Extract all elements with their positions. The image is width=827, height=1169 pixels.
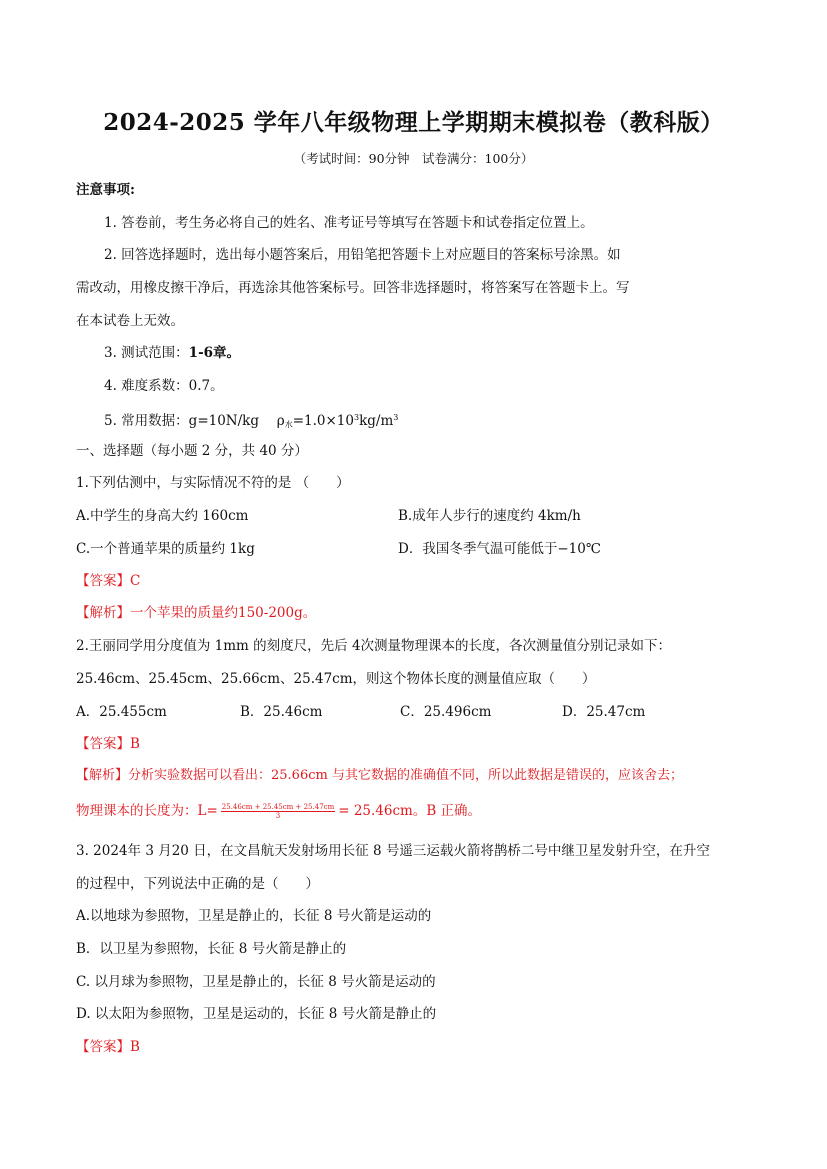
test-scope: 1-6章。	[188, 345, 241, 361]
q1-option-c: C.一个普通苹果的质量约 1kg	[76, 541, 255, 557]
exam-info: （考试时间：90分钟 试卷满分：100分）	[293, 151, 534, 166]
constants-label: 5. 常用数据：g=10N/kg ρ	[104, 413, 285, 429]
q1-option-a: A.中学生的身高大约 160cm	[76, 508, 249, 524]
section-heading: 一、选择题（每小题 2 分，共 40 分）	[76, 443, 308, 459]
note-item-3	[104, 344, 240, 362]
q2-answer: 【答案】B	[76, 736, 140, 752]
q2-option-a: A．25.455cm	[76, 704, 167, 720]
q3-option-b: B．以卫星为参照物，长征 8 号火箭是静止的	[76, 941, 347, 957]
note-item-5	[104, 409, 398, 434]
note-item-3-label: 3. 测试范围：	[104, 345, 189, 361]
formula-label: 物理课本的长度为：L=	[76, 803, 218, 819]
note-item-2-end: 在本试卷上无效。	[76, 313, 184, 329]
question-3-stem: 3. 2024年 3 月20 日，在文昌航天发射场用长征 8 号遥三运载火箭将鹊桥二号中继卫星发射升空，在升空	[76, 843, 710, 859]
unit-exponent: 3	[393, 413, 399, 422]
fraction-numerator: 25.46cm + 25.45cm + 25.47cm	[221, 803, 335, 811]
formula-result: = 25.46cm。B 正确。	[338, 803, 482, 819]
note-item-1: 1. 答卷前，考生务必将自己的姓名、准考证号等填写在答题卡和试卷指定位置上。	[104, 215, 594, 231]
fraction-denominator: 3	[275, 812, 281, 820]
question-3-stem-cont: 的过程中，下列说法中正确的是（ ）	[76, 876, 319, 892]
density-value: =1.0×10	[292, 413, 354, 429]
q3-option-d: D. 以太阳为参照物，卫星是运动的，长征 8 号火箭是静止的	[76, 1006, 437, 1022]
page-title: 2024-2025 学年八年级物理上学期期末模拟卷（教科版）	[103, 109, 724, 136]
q3-option-c: C. 以月球为参照物，卫星是静止的，长征 8 号火箭是运动的	[76, 974, 436, 990]
q1-option-d: D．我国冬季气温可能低于−10℃	[398, 541, 601, 557]
q1-option-b: B.成年人步行的速度约 4km/h	[398, 508, 581, 524]
note-item-2: 2. 回答选择题时，选出每小题答案后，用铅笔把答题卡上对应题目的答案标号涂黑。如	[104, 247, 621, 263]
exponent: 3	[354, 413, 360, 422]
note-item-4: 4. 难度系数：0.7。	[104, 378, 224, 394]
q2-option-d: D．25.47cm	[562, 704, 646, 720]
question-2-stem-cont: 25.46cm、25.45cm、25.66cm、25.47cm，则这个物体长度的测量值应取（ ）	[76, 671, 596, 687]
q1-answer: 【答案】C	[76, 573, 141, 589]
q3-option-a: A.以地球为参照物，卫星是静止的，长征 8 号火箭是运动的	[76, 908, 432, 924]
notes-heading: 注意事项:	[76, 182, 135, 198]
question-2-stem: 2.王丽同学用分度值为 1mm 的刻度尺，先后 4次测量物理课本的长度，各次测量值分别记录如下：	[76, 638, 672, 654]
note-item-2-cont: 需改动，用橡皮擦干净后，再选涂其他答案标号。回答非选择题时，将答案写在答题卡上。写	[76, 280, 630, 296]
average-fraction	[221, 803, 335, 820]
q2-analysis-formula	[76, 802, 481, 820]
q2-analysis: 【解析】分析实验数据可以看出：25.66cm 与其它数据的准确值不同，所以此数据是错误的，应该舍去；	[76, 768, 683, 783]
q1-analysis: 【解析】一个苹果的质量约150-200g。	[76, 605, 317, 621]
q2-option-b: B．25.46cm	[240, 704, 323, 720]
q2-option-c: C．25.496cm	[400, 704, 492, 720]
water-subscript: 水	[284, 420, 293, 429]
density-unit: kg/m	[359, 413, 394, 429]
question-1-stem: 1.下列估测中，与实际情况不符的是 （ ）	[76, 475, 350, 491]
q3-answer: 【答案】B	[76, 1039, 140, 1055]
